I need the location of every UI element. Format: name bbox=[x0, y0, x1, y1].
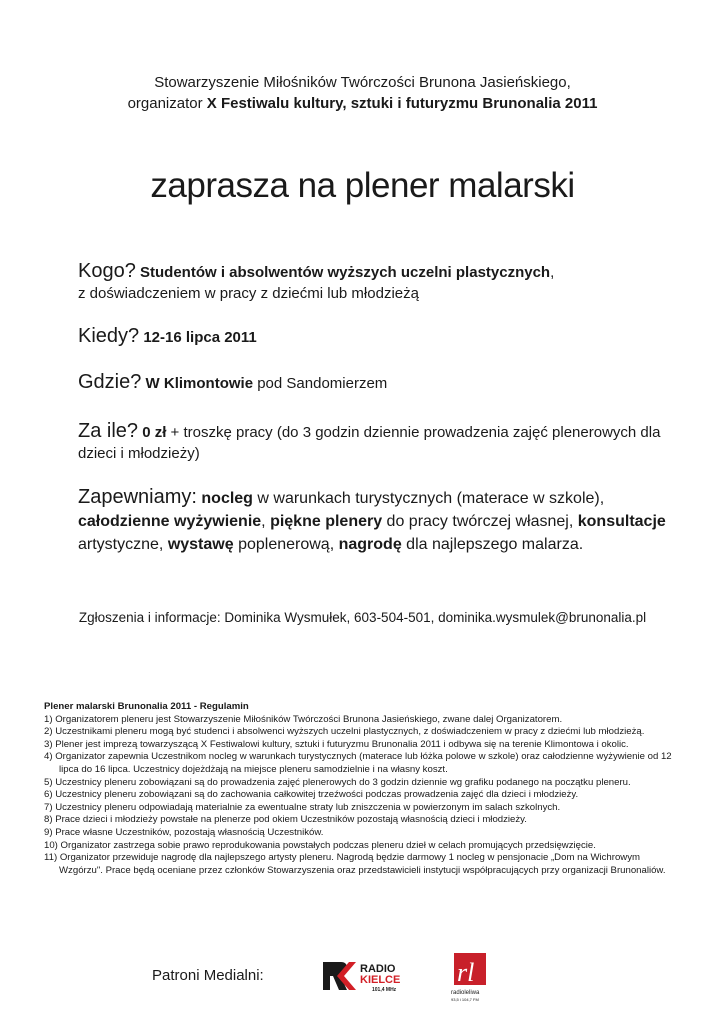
regulation-item: 10) Organizator zastrzega sobie prawo reprodukowania powstałych podczas pleneru dzieł w celach promujących przedsięwzięcie. bbox=[44, 839, 596, 851]
answer-zaile-rest: + troszkę pracy (do 3 godzin dziennie prowadzenia zajęć plenerowych dla dzieci i młodzieży) bbox=[78, 424, 661, 462]
question-kogo: Kogo? bbox=[78, 260, 136, 282]
section-kiedy bbox=[78, 326, 678, 348]
offer-text-5: poplenerową, bbox=[233, 536, 339, 553]
rl-mark: rl bbox=[457, 958, 475, 987]
festival-name: X Festiwalu kultury, sztuki i futuryzmu Brunonalia 2011 bbox=[206, 95, 598, 112]
section-kogo bbox=[78, 261, 678, 304]
offer-konsultacje: konsultacje bbox=[577, 513, 666, 530]
answer-kogo-comma: , bbox=[550, 264, 555, 281]
festival-prefix: organizator bbox=[127, 95, 207, 112]
rl-logo-icon bbox=[450, 953, 494, 1007]
regulations-list bbox=[44, 714, 684, 878]
festival-line bbox=[0, 93, 725, 114]
offer-plenery: piękne plenery bbox=[270, 513, 383, 530]
offer-wyzywienie: całodzienne wyżywienie bbox=[78, 513, 262, 530]
question-kiedy: Kiedy? bbox=[78, 325, 140, 347]
regulation-item: 2) Uczestnikami pleneru mogą być studenci i absolwenci wyższych uczelni plastycznych, z doświadczeniem w pracy z dziećmi lub młodzieżą. bbox=[44, 726, 645, 738]
contact-info: Zgłoszenia i informacje: Dominika Wysmułek, 603-504-501, dominika.wysmulek@brunonalia.pl bbox=[78, 610, 647, 625]
offer-wystawa: wystawę bbox=[167, 536, 234, 553]
answer-gdzie-rest: pod Sandomierzem bbox=[253, 375, 388, 392]
organizer-line: Stowarzyszenie Miłośników Twórczości Brunona Jasieńskiego, bbox=[154, 74, 571, 91]
answer-kiedy: 12-16 lipca 2011 bbox=[143, 329, 257, 346]
regulation-item: 5) Uczestnicy pleneru zobowiązani są do prowadzenia zajęć plenerowych do 3 godzin dziennie wg grafiku podanego na początku pleneru. bbox=[44, 776, 631, 788]
section-gdzie bbox=[78, 372, 678, 394]
answer-gdzie-bold: W Klimontowie bbox=[145, 375, 254, 392]
offer-text-2: , bbox=[261, 513, 271, 530]
regulation-item: 9) Prace własne Uczestników, pozostają własnością Uczestników. bbox=[44, 826, 324, 838]
media-patrons-label: Patroni Medialni: bbox=[152, 967, 264, 984]
offer-text-6: dla najlepszego malarza. bbox=[401, 536, 584, 553]
regulation-item: 1) Organizatorem pleneru jest Stowarzyszenie Miłośników Twórczości Brunona Jasieńskiego, zwane dalej Organizatorem. bbox=[44, 713, 563, 725]
regulation-item: 8) Prace dzieci i młodzieży powstałe na plenerze pod okiem Uczestników pozostają własnością dzieci i młodzieży. bbox=[44, 814, 527, 826]
question-gdzie: Gdzie? bbox=[78, 371, 142, 393]
regulation-item: 7) Uczestnicy pleneru odpowiadają materialnie za ewentualne straty lub zniszczenia w powierzonym im salach szkolnych. bbox=[44, 801, 561, 813]
offer-text-3: do pracy twórczej własnej, bbox=[382, 513, 578, 530]
rk-freq: 101,4 MHz bbox=[372, 987, 397, 993]
regulations bbox=[44, 701, 684, 877]
offer-nagroda: nagrodę bbox=[338, 536, 402, 553]
organizer-header bbox=[0, 72, 725, 114]
regulation-item: 4) Organizator zapewnia Uczestnikom nocleg w warunkach turystycznych (materace lub łóżka polowe w szkole) oraz całodzienne wyżywienie od 12 lipca do 16 lipca. Uczestnicy dojeżdżają na miejsce pleneru samodzielnie i na własny koszt. bbox=[44, 751, 672, 775]
offer-text-1: w warunkach turystycznych (materace w szkole), bbox=[252, 490, 605, 507]
section-zapewniamy bbox=[78, 486, 668, 556]
answer-zaile-bold: 0 zł bbox=[142, 424, 167, 441]
rl-freq: 93,5 i 104,7 FM bbox=[451, 997, 479, 1002]
rk-word1: RADIO bbox=[360, 963, 396, 975]
offer-nocleg: nocleg bbox=[201, 490, 253, 507]
question-zaile: Za ile? bbox=[78, 420, 139, 442]
regulation-item: 3) Plener jest imprezą towarzyszącą X Festiwalowi kultury, sztuki i futuryzmu Brunonalia 2011 i odbywa się na terenie Klimontowa i okolic. bbox=[44, 738, 629, 750]
rk-logo-icon bbox=[323, 955, 405, 995]
offer-text-4: artystyczne, bbox=[78, 536, 168, 553]
rl-name: radioleliwa bbox=[451, 990, 480, 996]
page-title: zaprasza na plener malarski bbox=[150, 166, 575, 205]
regulation-item: 6) Uczestnicy pleneru zobowiązani są do zachowania całkowitej trzeźwości podczas prowadzenia zajęć dla dzieci i młodzieży. bbox=[44, 789, 579, 801]
section-zaile bbox=[78, 421, 678, 464]
answer-kogo-bold: Studentów i absolwentów wyższych uczelni plastycznych bbox=[140, 264, 551, 281]
regulations-title: Plener malarski Brunonalia 2011 - Regulamin bbox=[44, 701, 249, 712]
answer-kogo-line2: z doświadczeniem w pracy z dziećmi lub młodzieżą bbox=[78, 285, 419, 302]
regulation-item: 11) Organizator przewiduje nagrodę dla najlepszego artysty pleneru. Nagrodą będzie darmowy 1 nocleg w pensjonacie „Dom na Wichrowym Wzgórzu". Prace będą oceniane przez członków Stowarzyszenia oraz przedstawicieli instytucji współpracujących przy organizacji Brunonaliów. bbox=[44, 852, 666, 876]
rk-word2: KIELCE bbox=[360, 974, 401, 986]
question-zapewniamy: Zapewniamy: bbox=[78, 486, 197, 508]
